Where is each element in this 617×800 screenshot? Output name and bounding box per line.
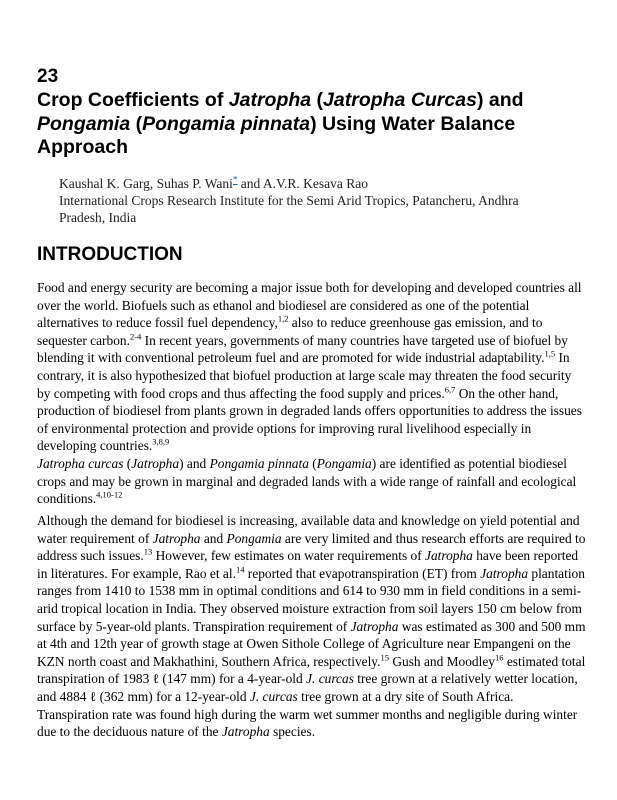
species-name: Jatropha	[480, 565, 529, 581]
citation-ref: 16	[495, 652, 504, 663]
species-name: Jatropha	[425, 548, 473, 564]
title-italic: Pongamia pinnata	[142, 112, 311, 135]
species-name: Pongamia	[226, 530, 282, 546]
paragraph-1	[37, 279, 587, 508]
text-run: (	[123, 455, 132, 471]
title-italic: Pongamia	[37, 112, 131, 135]
text-run: have been reported in literatures. For example, Rao et al.	[37, 548, 579, 581]
title-text: ) Using Water Balance Approach	[37, 112, 516, 158]
citation-ref: 1,5	[544, 348, 556, 359]
text-run: In contrary, it is also hypothesized that biofuel production at large scale may threaten the food security by competing with food crops and thus affecting the food supply and prices.	[37, 350, 572, 401]
text-run: tree grown at a dry site of South Africa. Transpiration rate was found high during the warm wet summer months and negligible during winter due to the deciduous nature of the	[37, 688, 578, 740]
chapter-title	[37, 89, 597, 160]
author-names: and A.V.R. Kesava Rao	[237, 176, 369, 191]
text-run: ) and	[179, 455, 210, 471]
text-run: estimated total transpiration of 1983 ℓ (147 mm) for a 4-year-old	[37, 653, 586, 687]
citation-ref: 6,7	[444, 384, 456, 395]
text-run: Gush and Moodley	[388, 653, 495, 669]
citation-ref: 15	[380, 652, 389, 663]
text-run: tree grown at a relatively wetter location, and 4884 ℓ (362 mm) for a 12-year-old	[37, 671, 578, 704]
citation-ref: 4,10-12	[96, 489, 123, 500]
species-name: J. curcas	[249, 688, 298, 704]
species-name: Jatropha	[152, 530, 201, 546]
text-run: was estimated as 300 and 500 mm at 4th and 12th year of growth stage at Owen Sithole College of Agriculture near Empangeni on the KZN north coast and Makhathini, Southern Africa, respectively.	[37, 618, 586, 669]
text-run: (	[308, 455, 317, 471]
title-italic: Jatropha Curcas	[323, 89, 477, 111]
title-text: Crop Coefficients of	[37, 89, 229, 111]
title-text: ) and	[476, 89, 524, 111]
text-run: Food and energy security are becoming a major issue both for developing and developed countries all over the world. Biofuels such as ethanol and biodiesel are considered as one of the potential alternatives to reduce fossil fuel dependency,	[37, 280, 582, 331]
text-run: species.	[269, 724, 316, 740]
species-name: Jatropha	[221, 724, 270, 740]
species-name: Jatropha	[131, 455, 180, 471]
author-affiliation: International Crops Research Institute for the Semi Arid Tropics, Patancheru, Andhra Pradesh, India	[59, 193, 519, 225]
species-name: Jatropha curcas	[37, 455, 124, 471]
species-name: J. curcas	[306, 671, 354, 687]
section-heading: INTRODUCTION	[37, 244, 183, 265]
text-run: plantation ranges from 1410 to 1538 mm in optimal conditions and 614 to 930 mm in field conditions in a semi-arid tropical location in India. They observed moisture extraction from soil layers 150 cm below from surface by 5-year-old plants. Transpiration requirement of	[37, 565, 585, 634]
corresponding-author-link[interactable]: *	[232, 174, 238, 185]
text-run: and	[200, 530, 227, 546]
text-run: On the other hand, production of biodiesel from plants grown in degraded lands offers opportunities to address the issues of environmental protection and provide options for improving rural livelihood especially in developing countries.	[37, 385, 582, 454]
paragraph-2	[37, 512, 587, 741]
title-text: (	[130, 112, 143, 135]
text-run: are very limited and thus research efforts are required to address such issues.	[37, 530, 586, 564]
citation-ref: 2-4	[129, 331, 142, 342]
text-run: Although the demand for biodiesel is increasing, available data and knowledge on yield potential and water requirement of	[37, 513, 580, 546]
citation-ref: 1,2	[277, 313, 289, 324]
author-line	[59, 175, 579, 192]
text-run: In recent years, governments of many countries have targeted use of biofuel by blending it with conventional petroleum fuel and are promoted for wide industrial adaptability.	[37, 332, 568, 366]
species-name: Pongamia	[316, 455, 372, 471]
citation-ref: 14	[235, 564, 245, 575]
text-run: However, few estimates on water requirements of	[152, 548, 426, 564]
species-name: Pongamia pinnata	[209, 455, 309, 471]
species-name: Jatropha	[350, 618, 399, 634]
text-run: ) are identified as potential biodiesel crops and may be grown in marginal and degraded lands with a wide range of rainfall and ecological conditions.	[37, 455, 577, 507]
citation-ref: 13	[143, 546, 153, 557]
citation-ref: 3,8,9	[152, 436, 170, 447]
text-run: also to reduce greenhouse gas emission, and to sequester carbon.	[37, 315, 543, 348]
author-names: Kaushal K. Garg, Suhas P. Wani	[59, 176, 233, 191]
title-italic: Jatropha	[228, 89, 312, 111]
chapter-number: 23	[37, 66, 59, 87]
text-run: reported that evapotranspiration (ET) from	[244, 565, 481, 581]
title-text: (	[311, 89, 324, 111]
